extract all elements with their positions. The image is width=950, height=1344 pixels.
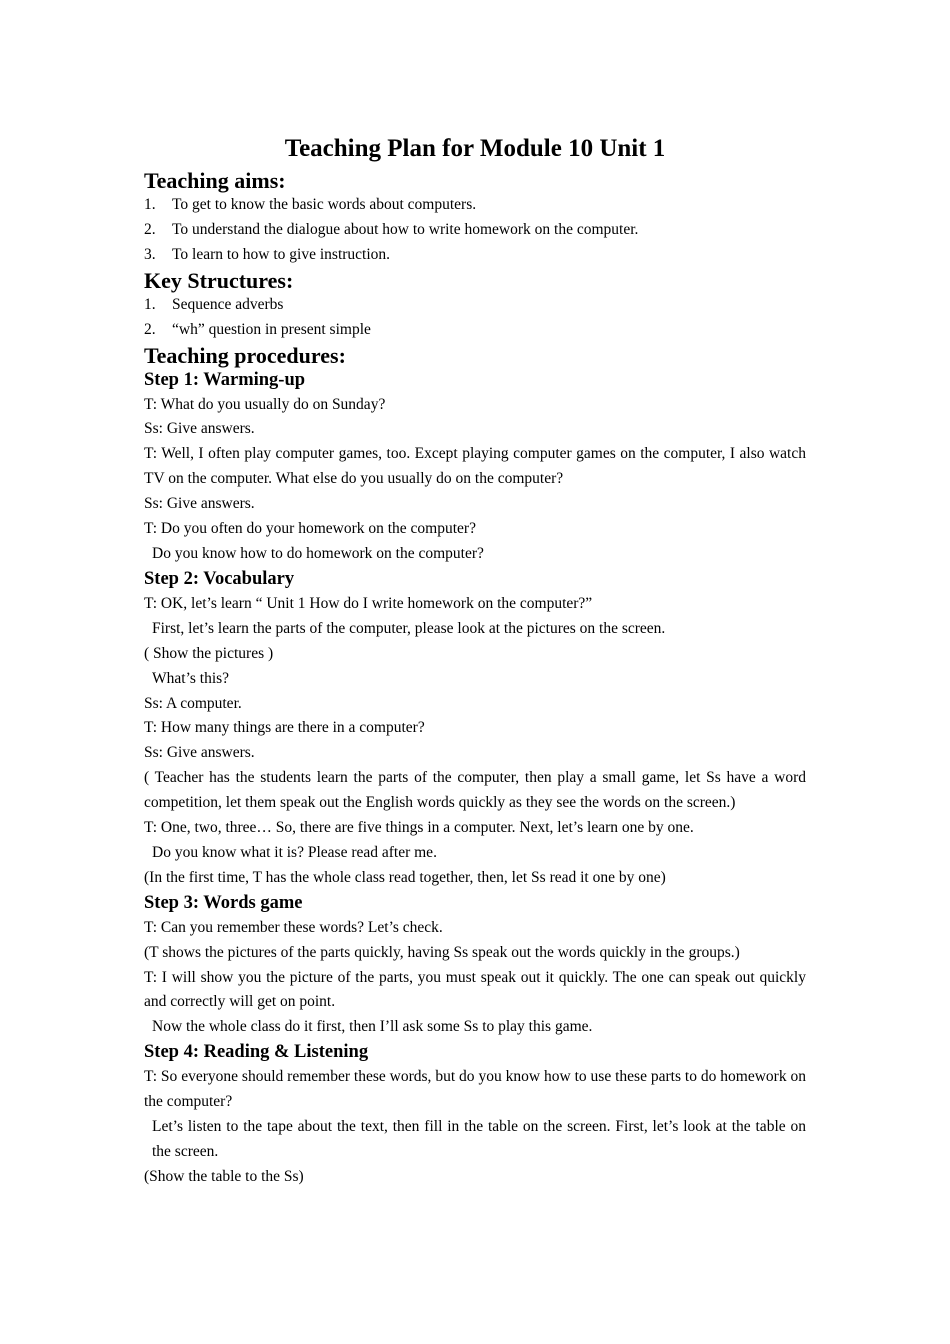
paragraph: What’s this? [152, 669, 230, 687]
paragraph: Ss: A computer. [144, 694, 242, 712]
list-text: To learn to how to give instruction. [172, 245, 391, 263]
paragraph: First, let’s learn the parts of the computer, please look at the pictures on the screen. [152, 619, 666, 637]
paragraph: T: What do you usually do on Sunday? [144, 395, 386, 413]
paragraph: T: Do you often do your homework on the computer? [144, 520, 476, 538]
list-number: 3. [144, 245, 156, 263]
paragraph: ( Teacher has the students learn the parts of the computer, then play a small game, let Ss have a word competition, let them speak out the English words quickly as they see the words on the screen.) [144, 769, 806, 812]
paragraph: T: So everyone should remember these words, but do you know how to use these parts to do homework on the computer? [144, 1068, 806, 1111]
list-item [144, 193, 806, 218]
paragraph: T: One, two, three… So, there are five things in a computer. Next, let’s learn one by one. [144, 819, 694, 837]
paragraph: Now the whole class do it first, then I’ll ask some Ss to play this game. [152, 1018, 593, 1036]
list-number: 2. [144, 320, 156, 338]
paragraph: T: How many things are there in a computer? [144, 719, 425, 737]
paragraph: T: Well, I often play computer games, too. Except playing computer games on the computer, I also watch TV on the computer. What else do you usually do on the computer? [144, 445, 806, 488]
paragraph: Do you know how to do homework on the computer? [152, 544, 484, 562]
list-number: 1. [144, 295, 156, 313]
paragraph: (T shows the pictures of the parts quickly, having Ss speak out the words quickly in the groups.) [144, 943, 740, 961]
list-number: 2. [144, 220, 156, 238]
paragraph: Ss: Give answers. [144, 420, 255, 438]
step3-heading: Step 3: Words game [144, 892, 303, 913]
list-text: Sequence adverbs [172, 295, 284, 313]
step4-heading: Step 4: Reading & Listening [144, 1042, 369, 1063]
list-item [144, 318, 806, 343]
paragraph: (Show the table to the Ss) [144, 1167, 304, 1185]
list-text: To understand the dialogue about how to write homework on the computer. [172, 220, 639, 238]
paragraph: T: I will show you the picture of the parts, you must speak out it quickly. The one can speak out quickly and correctly will get on point. [144, 968, 806, 1011]
list-item [144, 293, 806, 318]
paragraph: T: Can you remember these words? Let’s check. [144, 918, 443, 936]
page-title: Teaching Plan for Module 10 Unit 1 [284, 135, 666, 162]
step2-heading: Step 2: Vocabulary [144, 568, 295, 589]
paragraph: Let’s listen to the tape about the text, then fill in the table on the screen. First, let’s look at the table on the screen. [152, 1118, 806, 1160]
list-number: 1. [144, 196, 156, 213]
paragraph: Ss: Give answers. [144, 744, 255, 762]
list-item [144, 218, 806, 243]
paragraph: ( Show the pictures ) [144, 644, 274, 662]
list-text: To get to know the basic words about computers. [172, 196, 477, 213]
paragraph: (In the first time, T has the whole class read together, then, let Ss read it one by one) [144, 868, 666, 886]
list-text: “wh” question in present simple [172, 320, 371, 338]
step1-heading: Step 1: Warming-up [144, 369, 306, 390]
paragraph: Ss: Give answers. [144, 495, 255, 513]
paragraph: T: OK, let’s learn “ Unit 1 How do I write homework on the computer?” [144, 594, 593, 612]
structures-heading: Key Structures: [144, 267, 294, 293]
aims-heading: Teaching aims: [144, 168, 286, 193]
document-page [144, 130, 806, 1190]
paragraph: Do you know what it is? Please read after me. [152, 843, 437, 861]
procedures-heading: Teaching procedures: [144, 342, 346, 368]
list-item [144, 243, 806, 268]
